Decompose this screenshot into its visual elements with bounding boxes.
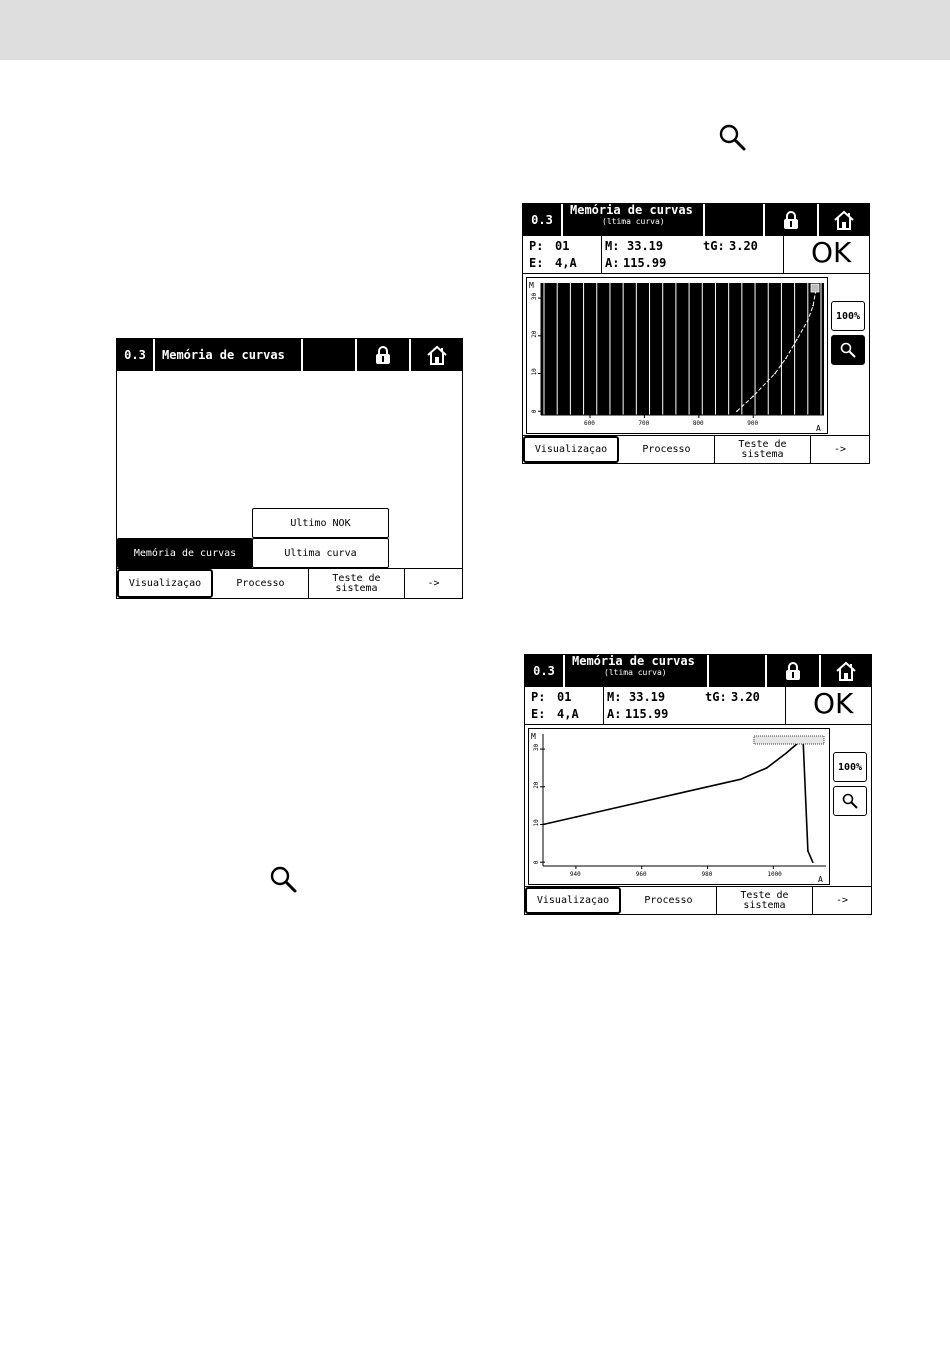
tab-bar bbox=[523, 435, 869, 463]
tg-value: 3.20 bbox=[729, 239, 758, 253]
e-label: E: bbox=[529, 256, 544, 270]
info-panel bbox=[525, 687, 871, 725]
curve-point bbox=[812, 305, 814, 307]
p-value: 01 bbox=[557, 690, 572, 704]
x-tick-label: 980 bbox=[701, 871, 713, 878]
menu-option-last-nok[interactable]: Ultimo NOK bbox=[252, 508, 389, 538]
screen-id: 0.3 bbox=[525, 655, 565, 687]
y-tick-label: 0 bbox=[533, 860, 540, 865]
y-tick-label: 20 bbox=[531, 330, 538, 338]
a-value: 115.99 bbox=[623, 256, 667, 270]
tab-processo[interactable]: Processo bbox=[619, 436, 715, 463]
divider bbox=[785, 687, 786, 725]
curve-screen-overview bbox=[522, 203, 870, 464]
status-ok: OK bbox=[813, 687, 854, 720]
tg-label: tG: bbox=[703, 239, 725, 253]
a-label: A: bbox=[607, 707, 622, 721]
y-tick-label: 20 bbox=[533, 781, 540, 789]
lock-icon[interactable] bbox=[767, 655, 821, 687]
a-value: 115.99 bbox=[625, 707, 669, 721]
peak-marker bbox=[754, 736, 824, 744]
tab-teste-de-sistema[interactable]: Teste de sistema bbox=[715, 436, 811, 463]
menu-option-last-curve[interactable]: Ultima curva bbox=[252, 538, 389, 568]
magnifier-icon bbox=[839, 341, 857, 359]
tab-bar bbox=[117, 568, 462, 598]
p-label: P: bbox=[529, 239, 544, 253]
x-tick-label: 800 bbox=[692, 420, 704, 427]
curve-point bbox=[785, 358, 787, 360]
curve-point bbox=[740, 778, 742, 780]
curve-point bbox=[542, 824, 544, 826]
divider bbox=[783, 236, 784, 274]
subtitle-text: (ltima curva) bbox=[604, 668, 667, 677]
magnifier-icon bbox=[268, 864, 298, 894]
curve-plot bbox=[526, 277, 828, 434]
curve-point bbox=[641, 801, 643, 803]
peak-marker bbox=[811, 284, 819, 292]
tab-teste-de-sistema[interactable]: Teste de sistema bbox=[717, 887, 813, 914]
info-panel bbox=[523, 236, 869, 274]
title-spacer bbox=[705, 204, 765, 236]
home-icon[interactable] bbox=[821, 655, 871, 687]
y-tick-label: 10 bbox=[533, 819, 540, 827]
tg-label: tG: bbox=[705, 690, 727, 704]
divider bbox=[601, 236, 602, 274]
home-icon[interactable] bbox=[819, 204, 869, 236]
x-axis-label: A bbox=[816, 424, 821, 433]
tab-visualizacao[interactable]: Visualizaçao bbox=[525, 887, 621, 914]
x-tick-label: 1000 bbox=[767, 871, 782, 878]
curve-point bbox=[812, 861, 814, 863]
x-tick-label: 700 bbox=[638, 420, 650, 427]
curve-point bbox=[807, 850, 809, 852]
curve-point bbox=[786, 752, 788, 754]
x-tick-label: 960 bbox=[635, 871, 647, 878]
title-spacer bbox=[303, 339, 357, 371]
title-bar bbox=[117, 339, 462, 371]
x-tick-label: 940 bbox=[569, 871, 581, 878]
title-text: Memória de curvas bbox=[572, 654, 695, 668]
m-value: 33.19 bbox=[629, 690, 666, 704]
y-tick-label: 10 bbox=[531, 368, 538, 376]
magnifier-icon bbox=[717, 122, 747, 152]
divider bbox=[603, 687, 604, 725]
header-band bbox=[0, 0, 950, 60]
magnifier-icon bbox=[841, 792, 859, 810]
lock-icon[interactable] bbox=[765, 204, 819, 236]
y-tick-label: 30 bbox=[531, 292, 538, 301]
tab-next[interactable]: -> bbox=[427, 577, 440, 589]
curve-point bbox=[752, 395, 754, 397]
screen-title bbox=[565, 655, 709, 687]
zoom-magnifier-button[interactable] bbox=[833, 786, 867, 816]
menu-title-label: Memória de curvas bbox=[117, 538, 253, 568]
plot-area bbox=[543, 734, 826, 866]
x-axis-label: A bbox=[818, 875, 823, 884]
zoom-100-button[interactable]: 100% bbox=[831, 301, 865, 331]
tab-next[interactable]: -> bbox=[835, 894, 849, 906]
screen-id: 0.3 bbox=[117, 339, 155, 371]
curve-point bbox=[807, 320, 809, 322]
curve-chart bbox=[527, 278, 827, 433]
m-value: 33.19 bbox=[627, 239, 664, 253]
m-label: M: bbox=[607, 690, 622, 704]
curve-chart bbox=[529, 729, 829, 884]
curve-plot bbox=[528, 728, 830, 885]
y-tick-label: 30 bbox=[533, 743, 540, 752]
e-label: E: bbox=[531, 707, 546, 721]
curve-point bbox=[736, 410, 738, 412]
title-spacer bbox=[709, 655, 767, 687]
lock-icon[interactable] bbox=[357, 339, 411, 371]
curve-point bbox=[608, 809, 610, 811]
curve-point bbox=[575, 816, 577, 818]
y-axis-label: M bbox=[531, 732, 536, 741]
zoom-100-button[interactable]: 100% bbox=[833, 752, 867, 782]
a-label: A: bbox=[605, 256, 620, 270]
tab-processo[interactable]: Processo bbox=[213, 569, 309, 598]
e-value: 4,A bbox=[557, 707, 579, 721]
y-tick-label: 0 bbox=[531, 409, 538, 414]
m-label: M: bbox=[605, 239, 620, 253]
y-axis-label: M bbox=[529, 281, 534, 290]
title-text: Memória de curvas bbox=[570, 203, 693, 217]
title-bar bbox=[523, 204, 869, 236]
curve-point bbox=[774, 373, 776, 375]
curve-point bbox=[707, 786, 709, 788]
tab-visualizacao[interactable]: Visualizaçao bbox=[117, 569, 213, 598]
p-value: 01 bbox=[555, 239, 570, 253]
subtitle-text: (ltima curva) bbox=[602, 217, 665, 226]
status-ok: OK bbox=[811, 236, 852, 269]
tab-bar bbox=[525, 886, 871, 914]
zoom-magnifier-button[interactable] bbox=[831, 335, 865, 365]
curve-screen-zoomed bbox=[524, 654, 872, 915]
home-icon[interactable] bbox=[411, 339, 462, 371]
tg-value: 3.20 bbox=[731, 690, 760, 704]
p-label: P: bbox=[531, 690, 546, 704]
screen-title: Memória de curvas bbox=[155, 339, 303, 371]
screen-id: 0.3 bbox=[523, 204, 563, 236]
screen-title bbox=[563, 204, 705, 236]
title-bar bbox=[525, 655, 871, 687]
curve-point bbox=[674, 794, 676, 796]
menu-screen bbox=[116, 338, 463, 599]
x-tick-label: 600 bbox=[583, 420, 595, 427]
x-tick-label: 900 bbox=[747, 420, 759, 427]
e-value: 4,A bbox=[555, 256, 577, 270]
tab-visualizacao[interactable]: Visualizaçao bbox=[523, 436, 619, 463]
tab-next[interactable]: -> bbox=[833, 443, 847, 455]
tab-teste-de-sistema[interactable]: Teste de sistema bbox=[309, 569, 405, 598]
curve-point bbox=[766, 767, 768, 769]
curve-point bbox=[796, 339, 798, 341]
tab-processo[interactable]: Processo bbox=[621, 887, 717, 914]
